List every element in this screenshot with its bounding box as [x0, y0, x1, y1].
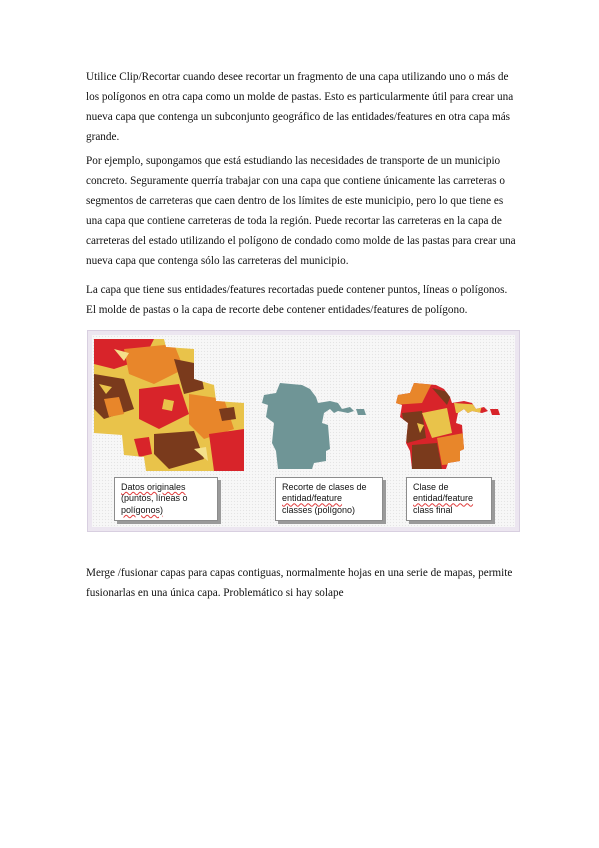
caption-original-line-2: (puntos, líneas o	[121, 493, 188, 504]
clip-polygon-map	[258, 383, 378, 473]
paragraph-clip-intro: Utilice Clip/Recortar cuando desee recortar un fragmento de una capa utilizando uno o más de los polígonos en otra capa como un molde de pastas. Esto es particularmente útil para crear una nueva capa que contenga un subconjunto geográfico de las entidades/features en otra capa más grande.	[86, 71, 514, 143]
caption-clip-line-3: classes (polígono)	[282, 504, 356, 515]
clip-diagram-figure	[87, 330, 520, 532]
caption-final-line-2: entidad/feature	[413, 493, 474, 504]
caption-original-line-1: Datos originales	[121, 482, 186, 492]
caption-original-data	[114, 477, 218, 521]
caption-original-line-3: polígonos)	[121, 504, 164, 515]
caption-final-class	[406, 477, 492, 521]
caption-final-line-3: class final	[413, 504, 453, 515]
caption-clip-classes	[275, 477, 383, 521]
final-class-map	[392, 383, 512, 473]
caption-clip-line-1: Recorte de clases de	[282, 482, 367, 492]
paragraph-merge: Merge /fusionar capas para capas contiguas, normalmente hojas en una serie de mapas, permite fusionarlas en una única capa. Problemático si hay solape	[86, 567, 513, 599]
figure-background	[92, 335, 515, 527]
caption-final-line-1: Clase de	[413, 482, 449, 492]
original-data-map	[94, 339, 244, 471]
paragraph-example: Por ejemplo, supongamos que está estudiando las necesidades de transporte de un municipio concreto. Seguramente querría trabajar con una capa que contiene únicamente las carreteras o segmentos de carreteras que caen dentro de los límites de este municipio, pero lo que tiene es una capa que contiene carreteras de toda la región. Puede recortar las carreteras en la capa de carreteras del estado utilizando el polígono de condado como molde de las pastas para crear una nueva capa que contenga sólo las carreteras del municipio.	[86, 155, 516, 267]
paragraph-layer-types: La capa que tiene sus entidades/features recortadas puede contener puntos, líneas o polígonos. El molde de pastas o la capa de recorte debe contener entidades/features de polígono.	[86, 284, 508, 316]
caption-clip-line-2: entidad/feature	[282, 493, 343, 504]
